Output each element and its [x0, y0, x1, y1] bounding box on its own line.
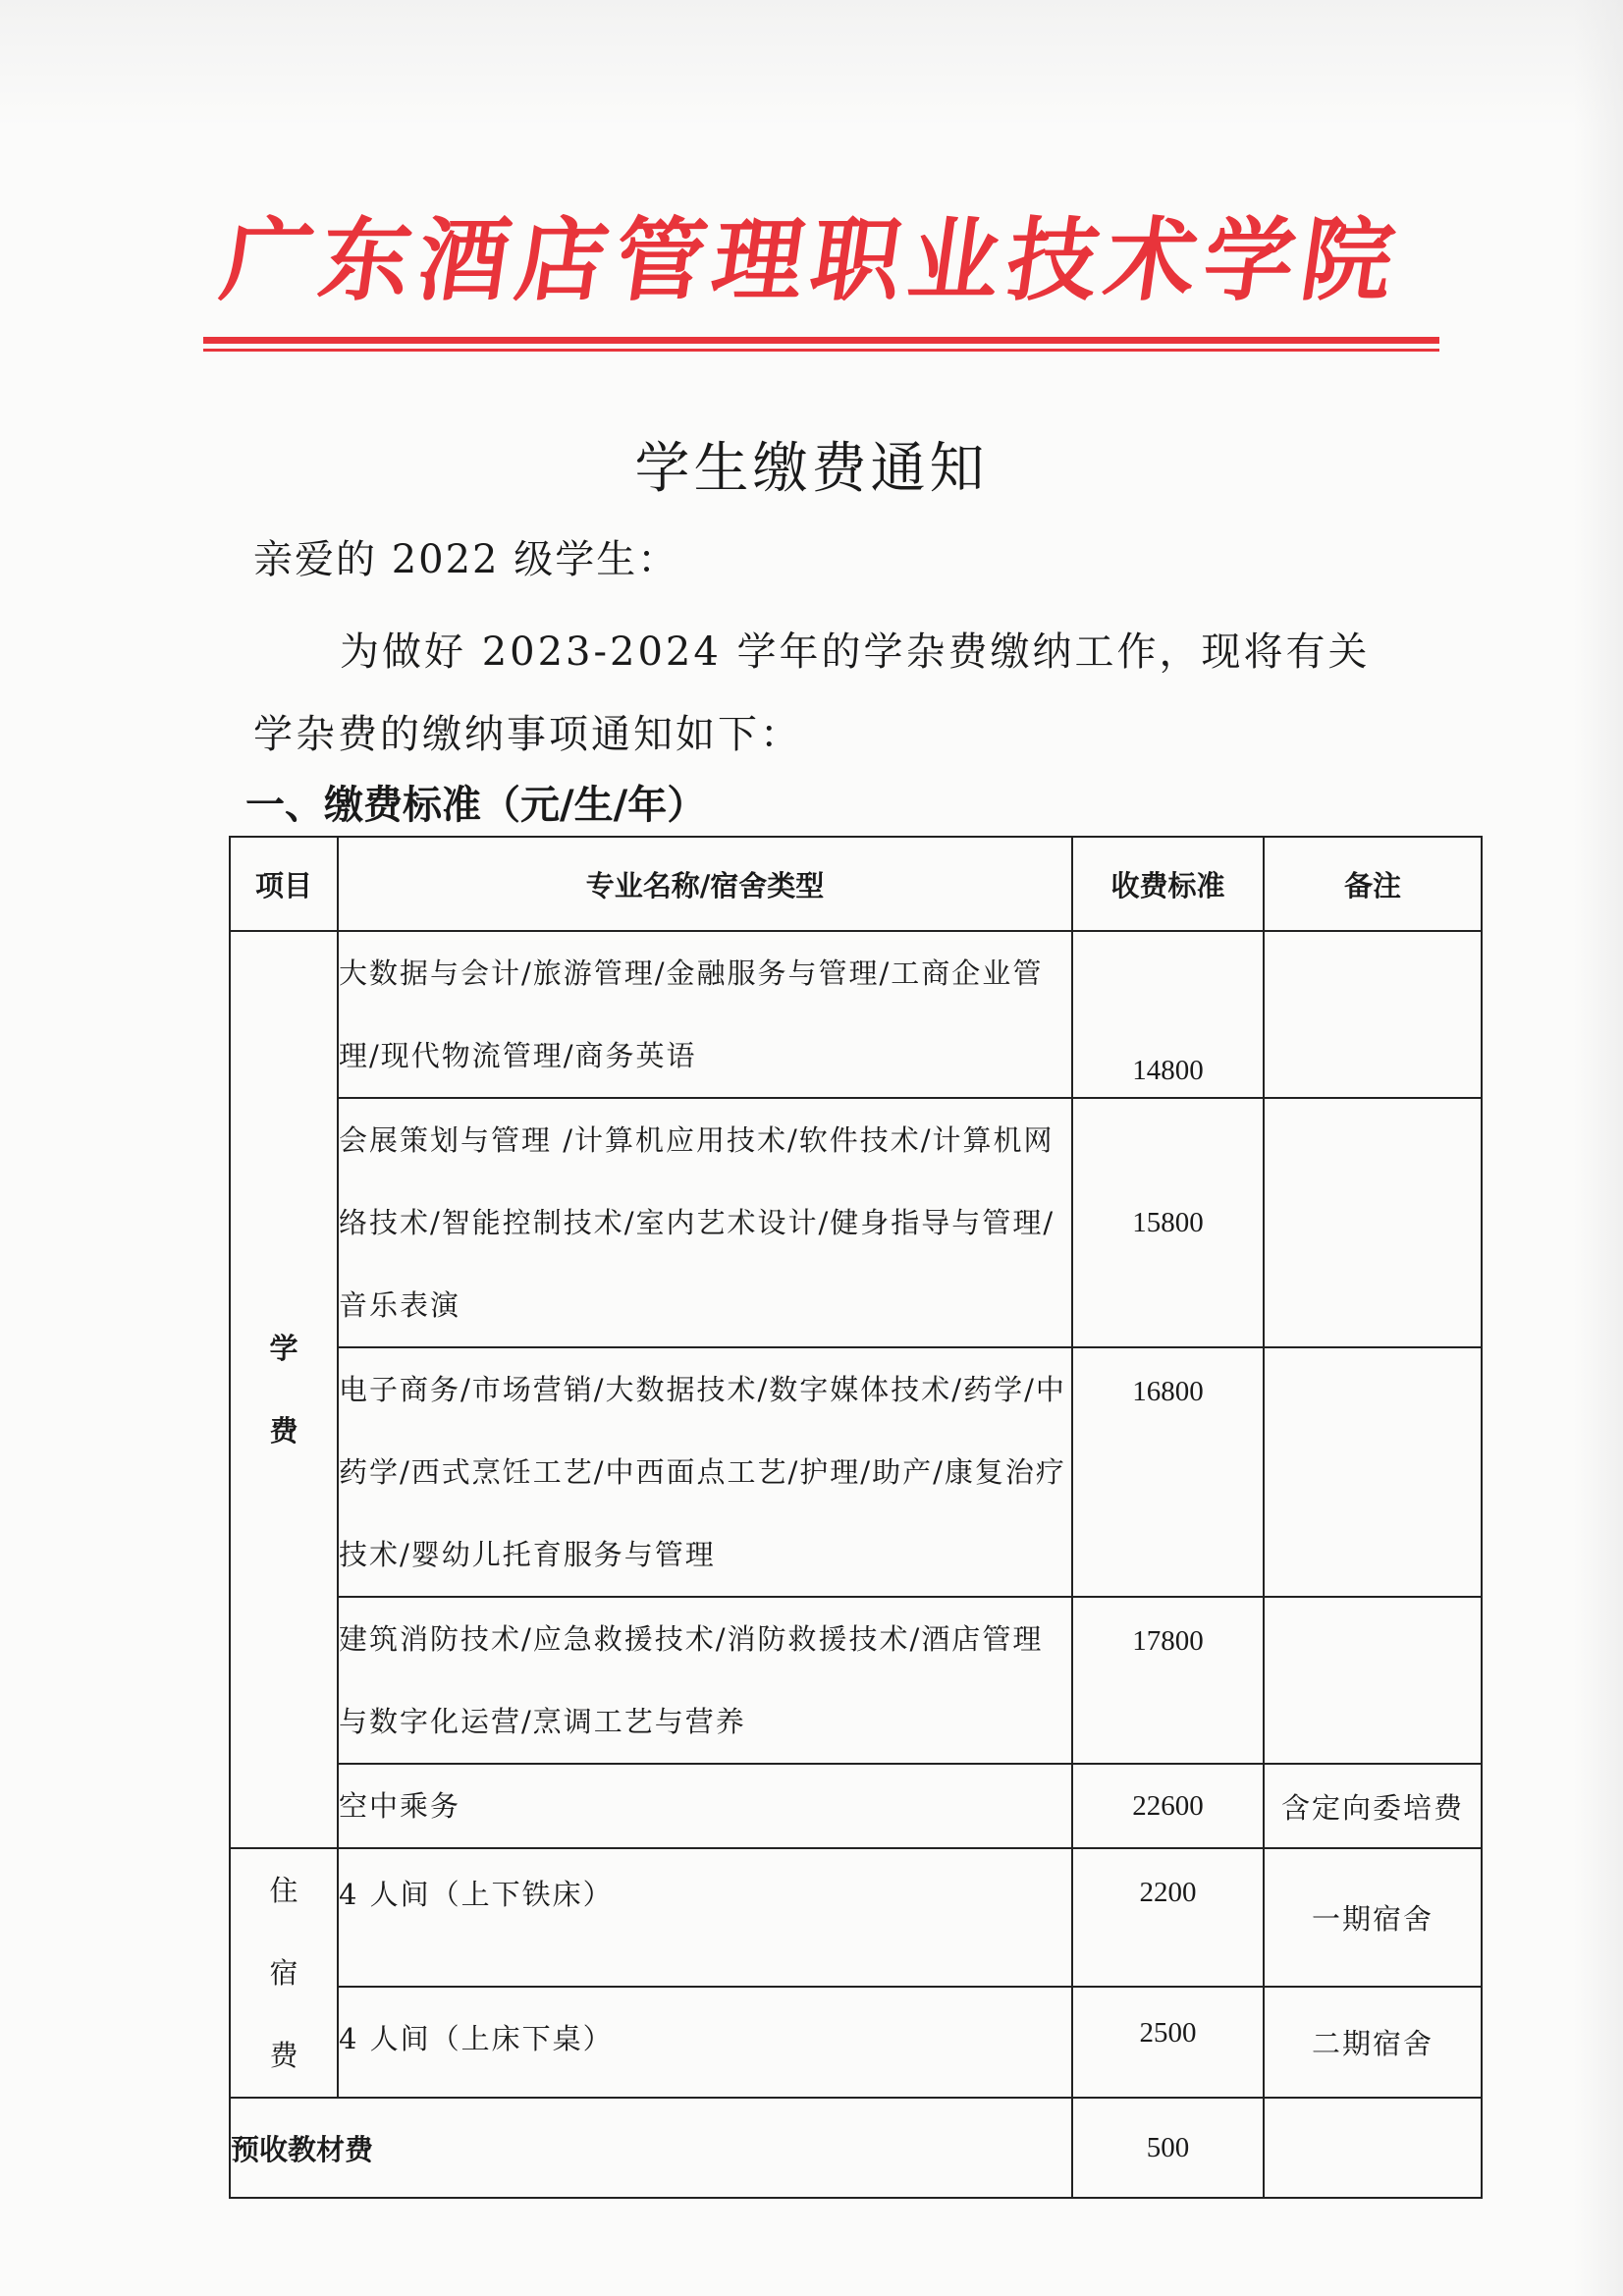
- fee-cell: 17800: [1072, 1597, 1264, 1764]
- dorm-label-char: 费: [269, 2039, 298, 2072]
- dorm-label-char: 住: [269, 1874, 298, 1907]
- note-cell: 含定向委培费: [1264, 1764, 1482, 1848]
- fee-table: [229, 836, 1483, 2199]
- header-fee-standard: 收费标准: [1072, 837, 1264, 931]
- dorm-label-char: 宿: [269, 1956, 298, 1990]
- header-item: 项目: [230, 837, 338, 931]
- header-rule-thick: [203, 337, 1439, 344]
- note-cell: [1264, 931, 1482, 1098]
- majors-cell: 建筑消防技术/应急救援技术/消防救援技术/酒店管理与数字化运营/烹调工艺与营养: [338, 1597, 1072, 1764]
- table-row: [230, 1098, 1482, 1347]
- table-row: [230, 1764, 1482, 1848]
- majors-cell: 空中乘务: [338, 1764, 1072, 1848]
- dorm-type-cell: 4 人间（上床下桌）: [338, 1987, 1072, 2098]
- fee-cell: 14800: [1072, 931, 1264, 1098]
- note-cell: [1264, 1597, 1482, 1764]
- table-row: [230, 1987, 1482, 2098]
- dorm-type-cell: 4 人间（上下铁床）: [338, 1848, 1072, 1987]
- note-cell: [1264, 2098, 1482, 2198]
- scan-shadow-right: [1574, 0, 1623, 2296]
- dorm-category-label: [230, 1848, 338, 2098]
- table-row: [230, 1597, 1482, 1764]
- intro-paragraph: 为做好 2023-2024 学年的学杂费缴纳工作，现将有关学杂费的缴纳事项通知如下：: [253, 629, 1371, 757]
- table-header-row: [230, 837, 1482, 931]
- note-cell: 一期宿舍: [1264, 1848, 1482, 1987]
- table-row: [230, 2098, 1482, 2198]
- tuition-label-char: 费: [269, 1414, 298, 1448]
- textbook-label-cell: 预收教材费: [230, 2098, 1072, 2198]
- majors-cell: 大数据与会计/旅游管理/金融服务与管理/工商企业管理/现代物流管理/商务英语: [338, 931, 1072, 1098]
- fee-cell: 500: [1072, 2098, 1264, 2198]
- majors-cell: 会展策划与管理 /计算机应用技术/软件技术/计算机网络技术/智能控制技术/室内艺术设计/健身指导与管理/音乐表演: [338, 1098, 1072, 1347]
- header-major-name: 专业名称/宿舍类型: [338, 837, 1072, 931]
- header-rule-thin: [203, 349, 1439, 352]
- note-cell: [1264, 1347, 1482, 1597]
- fee-cell: 16800: [1072, 1347, 1264, 1597]
- tuition-category-label: [230, 931, 338, 1848]
- majors-cell: 电子商务/市场营销/大数据技术/数字媒体技术/药学/中药学/西式烹饪工艺/中西面点工艺/护理/助产/康复治疗技术/婴幼儿托育服务与管理: [338, 1347, 1072, 1597]
- salutation: 亲爱的 2022 级学生：: [253, 537, 679, 582]
- institution-header: 广东酒店管理职业技术学院: [214, 207, 1409, 313]
- table-row: [230, 1347, 1482, 1597]
- table-row: [230, 931, 1482, 1098]
- fee-cell: 15800: [1072, 1098, 1264, 1347]
- document-title: 学生缴费通知: [634, 437, 989, 501]
- fee-cell: 2200: [1072, 1848, 1264, 1987]
- section-heading-fee-standard: 一、缴费标准（元/生/年）: [245, 783, 707, 828]
- scan-shadow-top: [0, 0, 1623, 128]
- note-cell: [1264, 1098, 1482, 1347]
- fee-cell: 2500: [1072, 1987, 1264, 2098]
- header-remarks: 备注: [1264, 837, 1482, 931]
- note-cell: 二期宿舍: [1264, 1987, 1482, 2098]
- fee-cell: 22600: [1072, 1764, 1264, 1848]
- tuition-label-char: 学: [269, 1332, 298, 1365]
- table-row: [230, 1848, 1482, 1987]
